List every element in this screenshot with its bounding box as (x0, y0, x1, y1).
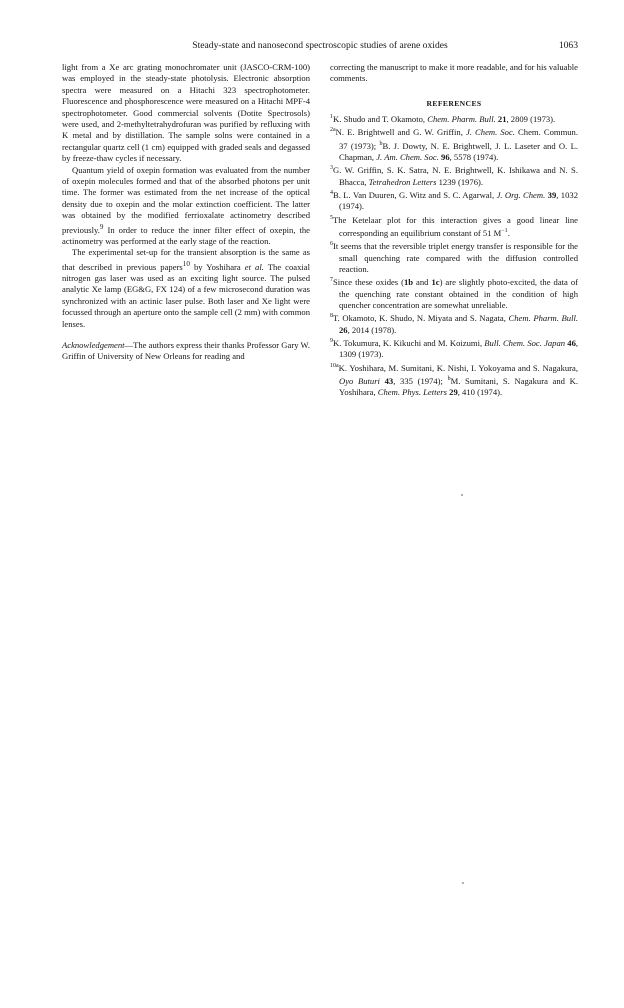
reference-volume: 43 (384, 375, 394, 386)
reference-journal: J. Org. Chem. (496, 189, 546, 200)
acknowledgement (62, 340, 310, 363)
reference-journal: Chem. Pharm. Bull. (508, 313, 578, 324)
transient-text-cont: The coaxial nitrogen gas laser was used as an exciting light source. The pulsed analytic Xe lamp (EG&G, FX 124) of a few microsecond duration was synchronized with an actinic laser pulse. Both laser and Xe light were focussed through an aperture onto the sample cell (2 mm) with common lenses. (62, 261, 310, 329)
reference-number: 7 (330, 277, 333, 284)
reference-text: K. Yoshihara, M. Sumitani, K. Nishi, I. Yokoyama and S. Nagakura, (338, 362, 578, 373)
reference-journal: Bull. Chem. Soc. Japan (484, 337, 566, 348)
running-header (62, 40, 578, 56)
reference-volume: 1c (431, 277, 440, 288)
paragraph-photolysis-setup: light from a Xe arc grating monochromater unit (JASCO-CRM-100) was employed in the steady-state photolysis. Electronic absorption spectra were measured on a Hitachi 323 spectrophotometer. Fluorescence and phosphorescence were measured on a Hitachi MPF-4 spectrophotometer. Good commercial solvents (Dotite Spectrosols) were used, and 2-methyltetrahydrofuran was purified by refluxing with K metal and by distillation. The sample solns were contained in a rectangular quartz cell (1 cm) equipped with graded seals and degassed by freeze-thaw cycles if necessary. (62, 62, 310, 164)
reference-journal: Chem. Pharm. Bull. (427, 114, 496, 125)
reference-number: 1 (330, 114, 333, 121)
reference-number: 4 (330, 190, 333, 197)
acknowledgement-continuation: correcting the manuscript to make it more readable, and for his valuable comments. (330, 62, 578, 84)
reference-text: Chem. Commun. 37 (1973); (339, 127, 578, 151)
transient-text: The experimental set-up for the transient absorption is the same as that described in previous papers (62, 247, 310, 272)
reference-text: It seems that the reversible triplet energy transfer is responsible for the small quenching rate compared with the diffusion controlled reaction. (333, 241, 578, 274)
references-heading: REFERENCES (426, 98, 482, 108)
reference-text: −1 (501, 228, 508, 235)
reference-text: and (413, 277, 432, 288)
right-column (330, 62, 578, 399)
quantum-yield-text: Quantum yield of oxepin formation was evaluated from the number of oxepin molecules formed and that of the absorbed photons per unit time. The former was estimated from the net increase of the optical density due to oxepin and the molar extinction coefficient. The latter was obtained by the modified ferrioxalate actinometry described previously. (62, 164, 310, 235)
reference-text: G. W. Griffin, S. K. Satra, N. E. Brightwell, K. Ishikawa and N. S. Bhacca, (333, 165, 578, 187)
scan-speck (461, 494, 463, 496)
reference-text: K. Shudo and T. Okamoto, (333, 114, 428, 125)
scan-speck (462, 882, 464, 884)
reference-text: , 335 (1974); (393, 375, 448, 386)
reference-text: T. Okamoto, K. Shudo, N. Miyata and S. Nagata, (333, 313, 509, 324)
reference-text: B. J. Dowty, N. E. Brightwell, J. L. Laseter and O. L. Chapman, (339, 140, 578, 163)
reference-text: , 2014 (1978). (347, 324, 397, 335)
reference-volume: 96 (441, 152, 450, 163)
reference-text: M. Sumitani, S. Nagakura and K. Yoshihara, (339, 375, 578, 398)
reference-item (330, 361, 578, 399)
reference-text: . (507, 227, 510, 238)
reference-text: N. E. Brightwell and G. W. Griffin, (335, 127, 466, 138)
reference-item (330, 311, 578, 336)
reference-number: 5 (330, 214, 333, 221)
reference-text: B. L. Van Duuren, G. Witz and S. C. Agarwal, (333, 189, 497, 200)
reference-text: b (447, 376, 451, 383)
reference-volume: 1b (404, 277, 414, 288)
reference-volume: 29 (449, 387, 458, 398)
reference-journal: J. Chem. Soc. (465, 127, 515, 138)
transient-text-by: by Yoshihara (189, 261, 245, 272)
reference-item (330, 213, 578, 240)
citation-9: 9 (99, 222, 104, 231)
reference-text: , 1032 (1974). (339, 189, 578, 212)
reference-volume: 21 (497, 114, 507, 125)
reference-volume: 39 (547, 189, 557, 200)
reference-item (330, 275, 578, 311)
reference-text: K. Tokumura, K. Kikuchi and M. Koizumi, (333, 337, 485, 348)
reference-volume: 46 (567, 337, 576, 348)
page-number: 1063 (558, 40, 578, 51)
reference-text: , 5578 (1974). (449, 152, 499, 163)
running-title: Steady-state and nanosecond spectroscopic studies of arene oxides (192, 40, 448, 51)
paragraph-transient-absorption (62, 247, 310, 330)
et-al: et al. (244, 261, 264, 272)
reference-journal: Tetrahedron Letters (368, 176, 437, 187)
reference-item (330, 163, 578, 188)
reference-number: 2a (330, 127, 336, 134)
reference-item (330, 125, 578, 163)
reference-number: 10a (330, 362, 339, 369)
reference-text: , 410 (1974). (457, 387, 503, 398)
reference-list (330, 112, 578, 399)
acknowledgement-text: —The authors express their thanks Professor Gary W. Griffin of University of New Orleans for reading and (62, 340, 310, 362)
quantum-yield-text-cont: In order to reduce the inner filter effect of oxepin, the actinometry was performed at the early stage of the reaction. (62, 224, 310, 246)
reference-text: ) are slightly photo-excited, the data of the quenching rate constant obtained in the condition of high quencher concentration are somewhat unreliable. (339, 277, 578, 311)
paragraph-quantum-yield (62, 165, 310, 248)
reference-text: b (379, 140, 383, 147)
reference-number: 9 (330, 338, 333, 345)
citation-10: 10 (182, 259, 190, 268)
reference-journal: J. Am. Chem. Soc. (376, 152, 439, 163)
reference-journal: Oyo Buturi (339, 375, 380, 386)
reference-number: 3 (330, 165, 333, 172)
reference-volume: 26 (339, 324, 348, 335)
reference-text: 1239 (1976). (436, 176, 484, 187)
reference-number: 6 (330, 241, 333, 248)
reference-item (330, 188, 578, 213)
reference-number: 8 (330, 313, 333, 320)
acknowledgement-heading: Acknowledgement (62, 340, 125, 351)
reference-text: , 1309 (1973). (339, 337, 579, 360)
reference-item (330, 112, 578, 125)
reference-item (330, 239, 578, 275)
reference-text: Since these oxides ( (333, 277, 404, 288)
reference-text: , 2809 (1973). (506, 114, 556, 125)
reference-item (330, 336, 578, 361)
reference-journal: Chem. Phys. Letters (377, 387, 447, 398)
left-column (62, 62, 310, 363)
reference-text: The Ketelaar plot for this interaction gives a good linear line corresponding an equilibrium constant of 51 M (333, 214, 578, 238)
